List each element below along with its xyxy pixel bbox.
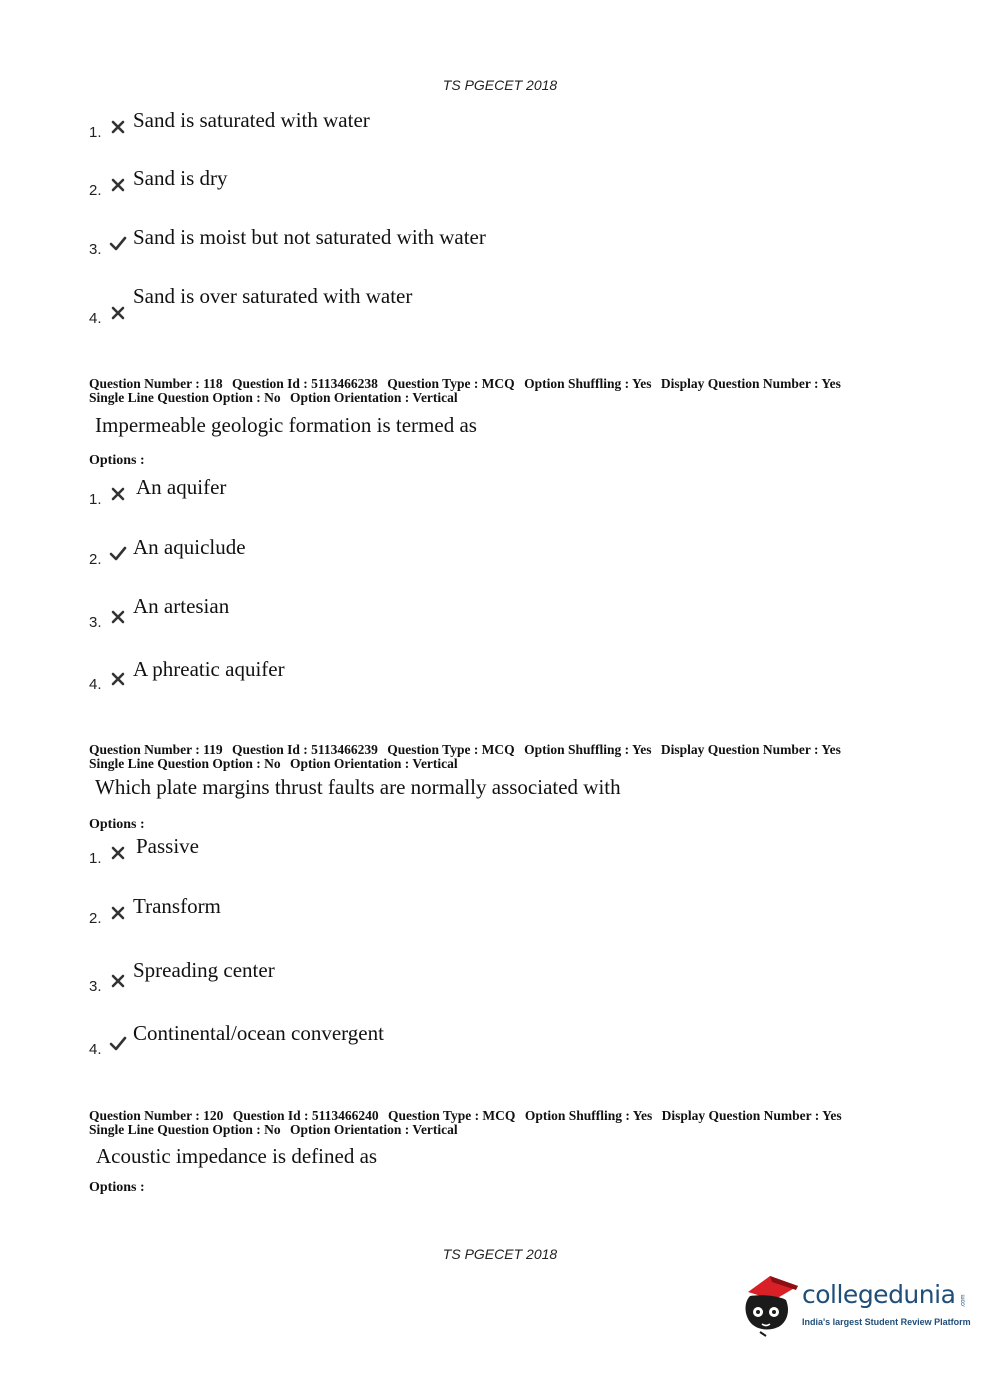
single-line-option: Single Line Question Option : No xyxy=(89,756,281,771)
check-mark-icon xyxy=(109,545,127,563)
option-number: 1. xyxy=(89,124,102,141)
option-text: An aquifer xyxy=(136,475,227,499)
question-118-meta xyxy=(89,377,847,405)
option-number: 1. xyxy=(89,850,102,867)
page-footer: TS PGECET 2018 xyxy=(442,1246,558,1262)
options-label: Options : xyxy=(89,453,145,468)
collegedunia-logo xyxy=(740,1270,980,1340)
question-120-text: Acoustic impedance is defined as xyxy=(96,1144,378,1168)
single-line-option: Single Line Question Option : No xyxy=(89,1122,281,1137)
cross-mark-icon xyxy=(109,844,127,862)
option-shuffling: Option Shuffling : Yes xyxy=(524,742,652,757)
option-text: Spreading center xyxy=(133,958,275,982)
question-120-meta xyxy=(89,1109,848,1137)
option-text: Continental/ocean convergent xyxy=(133,1021,384,1045)
logo-suffix: .com xyxy=(960,1294,967,1308)
question-number: Question Number : 119 xyxy=(89,742,223,757)
question-119-meta xyxy=(89,743,847,771)
cross-mark-icon xyxy=(109,304,127,322)
cross-mark-icon xyxy=(109,485,127,503)
question-number: Question Number : 120 xyxy=(89,1108,224,1123)
option-number: 3. xyxy=(89,614,102,631)
option-text: Passive xyxy=(136,834,199,858)
question-id: Question Id : 5113466240 xyxy=(232,1108,379,1123)
option-number: 1. xyxy=(89,491,102,508)
question-118-text: Impermeable geologic formation is termed as xyxy=(95,413,477,437)
question-119-text: Which plate margins thrust faults are normally associated with xyxy=(95,775,621,799)
option-orientation: Option Orientation : Vertical xyxy=(290,390,458,405)
page-header: TS PGECET 2018 xyxy=(442,77,558,93)
display-question-number: Display Question Number : Yes xyxy=(661,1108,842,1123)
option-text: Sand is saturated with water xyxy=(133,108,370,132)
option-shuffling: Option Shuffling : Yes xyxy=(524,1108,653,1123)
option-number: 2. xyxy=(89,182,102,199)
option-orientation: Option Orientation : Vertical xyxy=(290,756,458,771)
question-type: Question Type : MCQ xyxy=(388,1108,516,1123)
option-text: An artesian xyxy=(133,594,230,618)
display-question-number: Display Question Number : Yes xyxy=(660,376,841,391)
option-text: Transform xyxy=(133,894,221,918)
question-id: Question Id : 5113466239 xyxy=(232,742,378,757)
option-number: 4. xyxy=(89,310,102,327)
options-label: Options : xyxy=(89,817,145,832)
option-orientation: Option Orientation : Vertical xyxy=(290,1122,458,1137)
option-text: Sand is moist but not saturated with water xyxy=(133,225,486,249)
cross-mark-icon xyxy=(109,904,127,922)
check-mark-icon xyxy=(109,235,127,253)
question-type: Question Type : MCQ xyxy=(387,742,515,757)
cross-mark-icon xyxy=(109,176,127,194)
option-text: Sand is dry xyxy=(133,166,228,190)
option-number: 2. xyxy=(89,910,102,927)
option-shuffling: Option Shuffling : Yes xyxy=(524,376,652,391)
option-text: An aquiclude xyxy=(133,535,246,559)
cross-mark-icon xyxy=(109,670,127,688)
question-number: Question Number : 118 xyxy=(89,376,223,391)
option-text: A phreatic aquifer xyxy=(133,657,285,681)
option-number: 3. xyxy=(89,978,102,995)
logo-wordmark: collegedunia xyxy=(802,1280,956,1309)
options-label: Options : xyxy=(89,1180,145,1195)
option-number: 3. xyxy=(89,241,102,258)
option-text: Sand is over saturated with water xyxy=(133,284,413,308)
display-question-number: Display Question Number : Yes xyxy=(660,742,841,757)
mascot-icon xyxy=(740,1270,802,1340)
check-mark-icon xyxy=(109,1035,127,1053)
cross-mark-icon xyxy=(109,972,127,990)
option-number: 4. xyxy=(89,1041,102,1058)
option-number: 2. xyxy=(89,551,102,568)
question-id: Question Id : 5113466238 xyxy=(232,376,378,391)
cross-mark-icon xyxy=(109,608,127,626)
question-type: Question Type : MCQ xyxy=(387,376,515,391)
single-line-option: Single Line Question Option : No xyxy=(89,390,281,405)
logo-tagline: India's largest Student Review Platform xyxy=(802,1317,971,1327)
option-number: 4. xyxy=(89,676,102,693)
cross-mark-icon xyxy=(109,118,127,136)
